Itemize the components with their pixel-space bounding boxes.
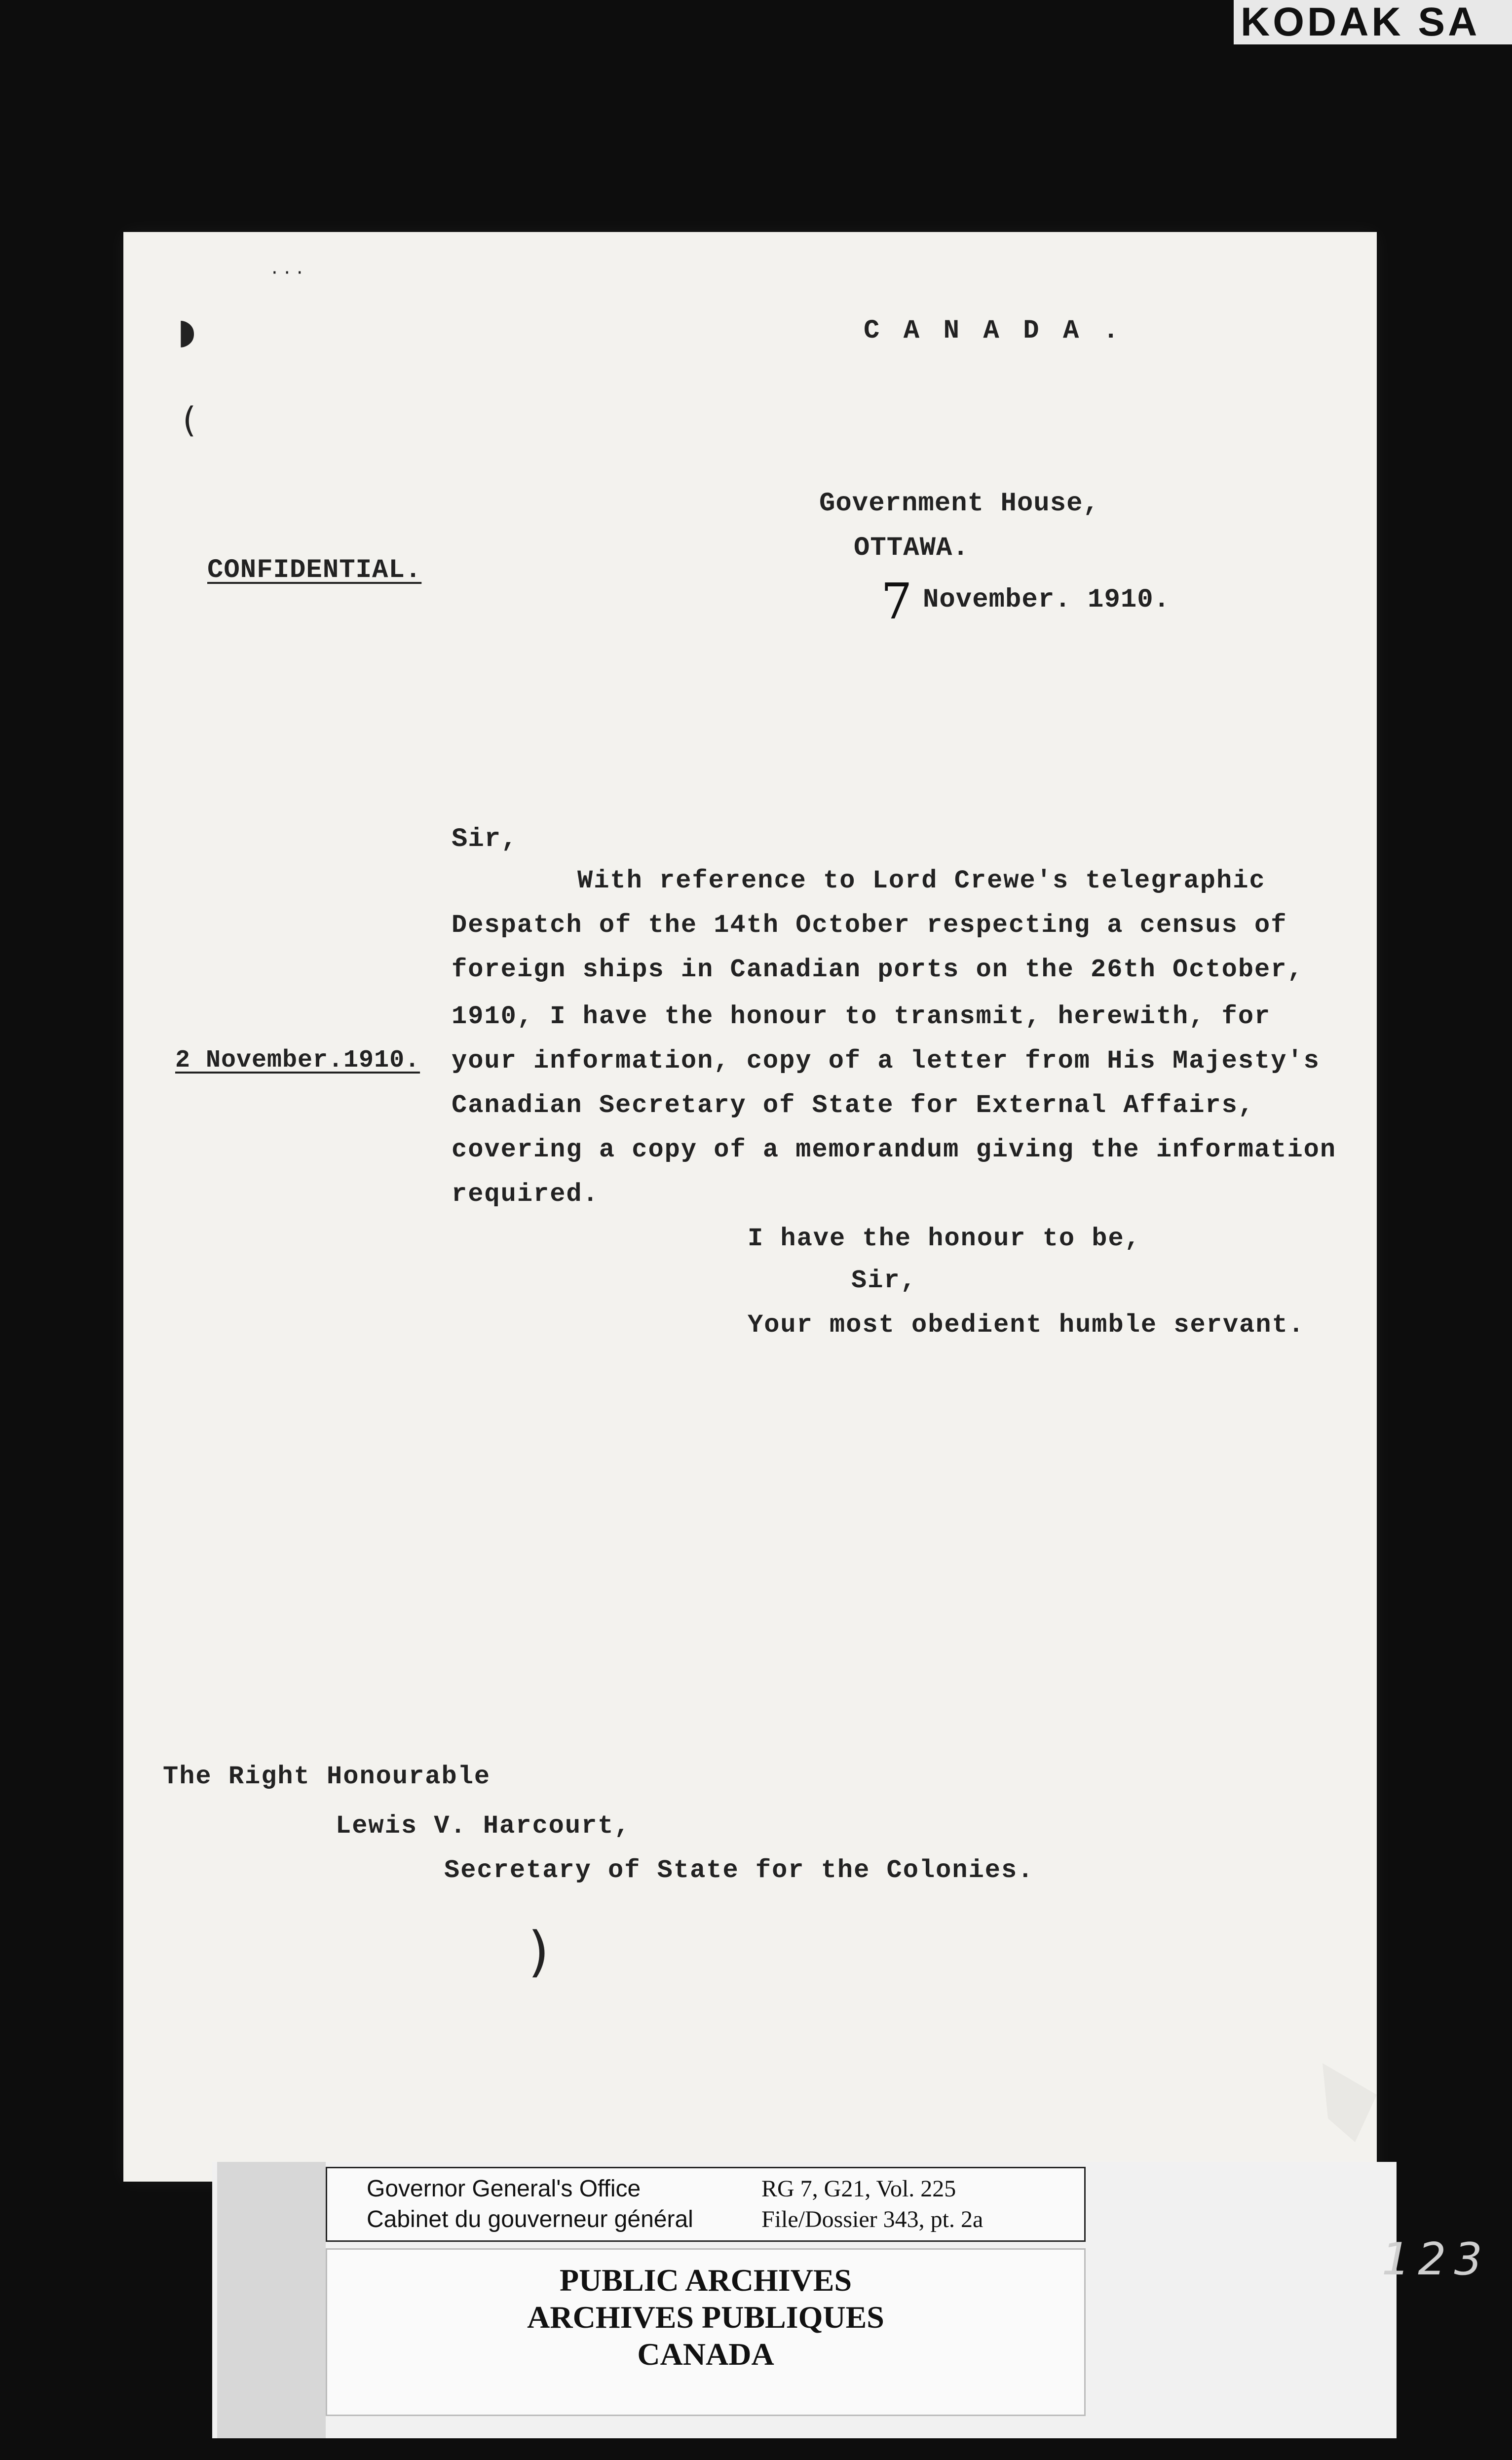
margin-mark-dots: · · · <box>271 262 303 284</box>
body-line: Canadian Secretary of State for External Affairs, <box>452 1091 1255 1120</box>
office-french: Cabinet du gouverneur général <box>367 2206 693 2232</box>
label-shadow <box>217 2162 326 2438</box>
address-line-1: Government House, <box>819 489 1099 519</box>
body-line: required. <box>452 1180 599 1209</box>
salutation: Sir, <box>452 824 518 854</box>
body-line: With reference to Lord Crewe's telegraphic <box>577 866 1266 895</box>
closing-line-1: I have the honour to be, <box>748 1224 1141 1253</box>
archive-reference-box <box>326 2167 1086 2242</box>
body-line: covering a copy of a memorandum giving the information <box>452 1135 1337 1164</box>
frame-number: 123 <box>1382 2233 1490 2285</box>
letterhead-country: C A N A D A . <box>864 316 1123 346</box>
body-line: foreign ships in Canadian ports on the 26th October, <box>452 955 1304 984</box>
addressee-line-1: The Right Honourable <box>163 1762 491 1791</box>
letter-page <box>123 232 1377 2182</box>
body-line: 1910, I have the honour to transmit, herewith, for <box>452 1002 1271 1031</box>
kodak-film-mark: KODAK SA <box>1234 0 1512 44</box>
archives-line-2: ARCHIVES PUBLIQUES <box>527 2300 884 2335</box>
public-archives-stamp <box>326 2248 1086 2416</box>
addressee-line-2: Lewis V. Harcourt, <box>336 1811 631 1841</box>
margin-note-date: 2 November.1910. <box>175 1046 420 1075</box>
date-day-handwritten: 7 <box>881 573 912 630</box>
hole-punch-mark: ◗ <box>178 311 196 351</box>
closing-line-2: Sir, <box>851 1266 917 1295</box>
office-english: Governor General's Office <box>367 2176 641 2202</box>
date-text: November. 1910. <box>923 585 1171 615</box>
archives-line-1: PUBLIC ARCHIVES <box>559 2263 852 2298</box>
body-line: your information, copy of a letter from His Majesty's <box>452 1046 1320 1076</box>
pencil-mark: ) <box>528 1920 549 1983</box>
file-reference: File/Dossier 343, pt. 2a <box>761 2206 983 2232</box>
body-line: Despatch of the 14th October respecting a census of <box>452 911 1287 940</box>
paren-mark: ( <box>183 400 196 440</box>
archives-line-3: CANADA <box>637 2337 774 2372</box>
record-group-reference: RG 7, G21, Vol. 225 <box>761 2176 956 2202</box>
closing-line-3: Your most obedient humble servant. <box>748 1310 1305 1340</box>
addressee-line-3: Secretary of State for the Colonies. <box>444 1856 1034 1885</box>
classification-label: CONFIDENTIAL. <box>207 555 422 585</box>
address-line-2: OTTAWA. <box>854 533 969 563</box>
